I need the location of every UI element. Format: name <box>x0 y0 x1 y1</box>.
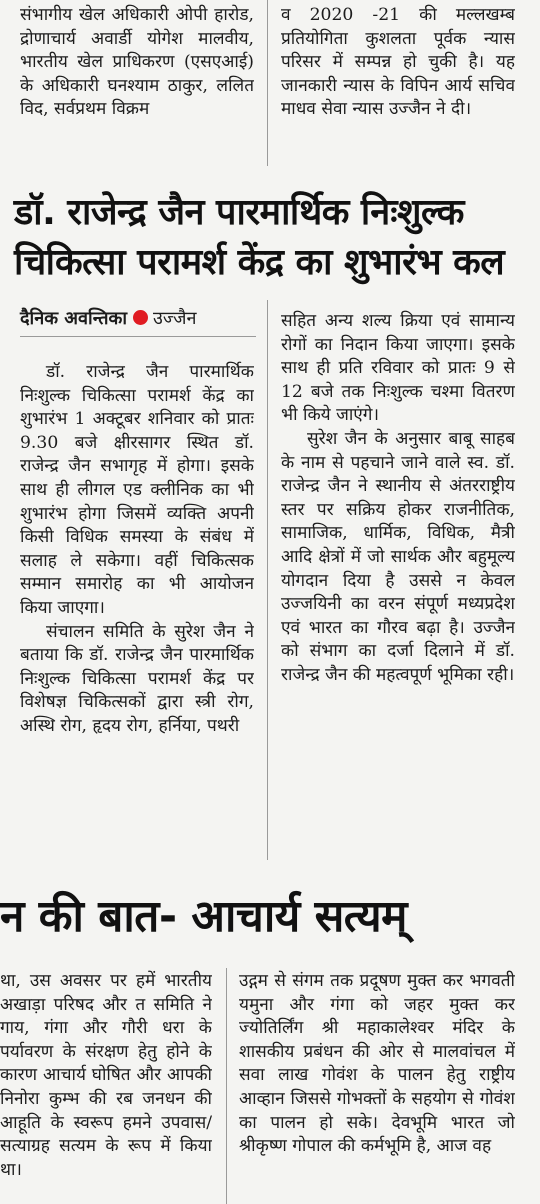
dateline-underline <box>20 336 256 337</box>
paragraph: उद्गम से संगम तक प्रदूषण मुक्त कर भगवती यमुना और गंगा को जहर मुक्त कर ज्योतिर्लिंग श्री महाकालेश्वर मंदिर के शासकीय प्रबंधन की ओर से मालवांचल में सवा लाख गोवंश के पालन हेतु राष्ट्रीय आव्हान जिससे गोभक्तों के सहयोग से गोवंश का पालन हो सके। देवभूमि भारत जो श्रीकृष्ण गोपाल की कर्मभूमि है, आज वह <box>239 971 515 1157</box>
paragraph: संचालन समिति के सुरेश जैन ने बताया कि डॉ. राजेन्द्र जैन पारमार्थिक निःशुल्क चिकित्सा परामर्श केंद्र पर विशेषज्ञ चिकित्सकों द्वारा स्त्री रोग, अस्थि रोग, हृदय रोग, हर्निया, पथरी <box>20 621 254 736</box>
dateline-city: उज्जैन <box>153 308 197 329</box>
article-left-column <box>20 361 254 861</box>
red-dot-icon <box>133 310 148 325</box>
dateline <box>20 306 260 332</box>
paragraph: डॉ. राजेन्द्र जैन पारमार्थिक निःशुल्क चिकित्सा परामर्श केंद्र का शुभारंभ 1 अक्टूबर शनिवार को प्रातः 9.30 बजे क्षीरसागर स्थित डॉ. राजेन्द्र जैन सभागृह में होगा। इसके साथ ही लीगल एड क्लीनिक का भी शुभारंभ होगा जिसमें व्यक्ति अपनी किसी विधिक समस्या के संबंध में सलाह ले सकेगा। वहीं चिकित्सक सम्मान समारोह का भी आयोजन किया जाएगा। <box>20 362 254 618</box>
bottom-article-headline: न की बात- आचार्य सत्यम् <box>0 891 407 942</box>
paragraph: था, उस अवसर पर हमें भारतीय अखाड़ा परिषद और त समिति ने गाय, गंगा और गौरी धरा के पर्यावरण के संरक्षण हेतु होने के कारण आचार्य घोषित और आपकी निनोरा कुम्भ की रब जनधन की आहूति के स्वरूप हमने उपवास/सत्याग्रह सत्यम के रूप में किया था। <box>0 971 212 1180</box>
paragraph: संभागीय खेल अधिकारी ओपी हारोड, द्रोणाचार्य अवार्डी योगेश मालवीय, भारतीय खेल प्राधिकरण (एसएआई) के अधिकारी घनश्याम ठाकुर, ललित विद, सर्वप्रथम विक्रम <box>20 5 254 120</box>
bottom-left-column <box>0 970 212 1204</box>
dateline-paper: दैनिक अवन्तिका <box>20 308 128 329</box>
top-left-column <box>20 4 254 164</box>
bottom-right-column <box>239 970 515 1204</box>
column-divider <box>267 0 268 166</box>
top-right-column <box>281 4 515 164</box>
paragraph: व 2020 -21 की मल्लखम्ब प्रतियोगिता कुशलता पूर्वक न्यास परिसर में सम्पन्न हो चुकी है। यह जानकारी न्यास के विपिन आर्य सचिव माधव सेवा न्यास उज्जैन ने दी। <box>281 5 515 120</box>
paragraph: सुरेश जैन के अनुसार बाबू साहब के नाम से पहचाने जाने वाले स्व. डॉ. राजेन्द्र जैन ने स्थानीय से अंतरराष्ट्रीय स्तर पर सक्रिय होकर राजनीतिक, सामाजिक, धार्मिक, विधिक, मैत्री आदि क्षेत्रों में जो सार्थक और बहुमूल्य योगदान दिया है उससे न केवल उज्जयिनी का वरन संपूर्ण मध्यप्रदेश एवं भारत का गौरव बढ़ा है। उज्जैन को संभाग का दर्जा दिलाने में डॉ. राजेन्द्र जैन की महत्वपूर्ण भूमिका रही। <box>281 428 515 685</box>
article-headline-line-2: चिकित्सा परामर्श केंद्र का शुभारंभ कल <box>14 242 505 283</box>
article-right-column <box>281 310 515 860</box>
column-divider <box>226 968 227 1204</box>
column-divider <box>267 300 268 860</box>
paragraph: सहित अन्य शल्य क्रिया एवं सामान्य रोगों का निदान किया जाएगा। इसके साथ ही प्रति रविवार को प्रातः 9 से 12 बजे तक निःशुल्क चश्मा वितरण भी किये जाएंगे। <box>281 311 515 426</box>
article-headline-line-1: डॉ. राजेन्द्र जैन पारमार्थिक निःशुल्क <box>14 192 464 233</box>
